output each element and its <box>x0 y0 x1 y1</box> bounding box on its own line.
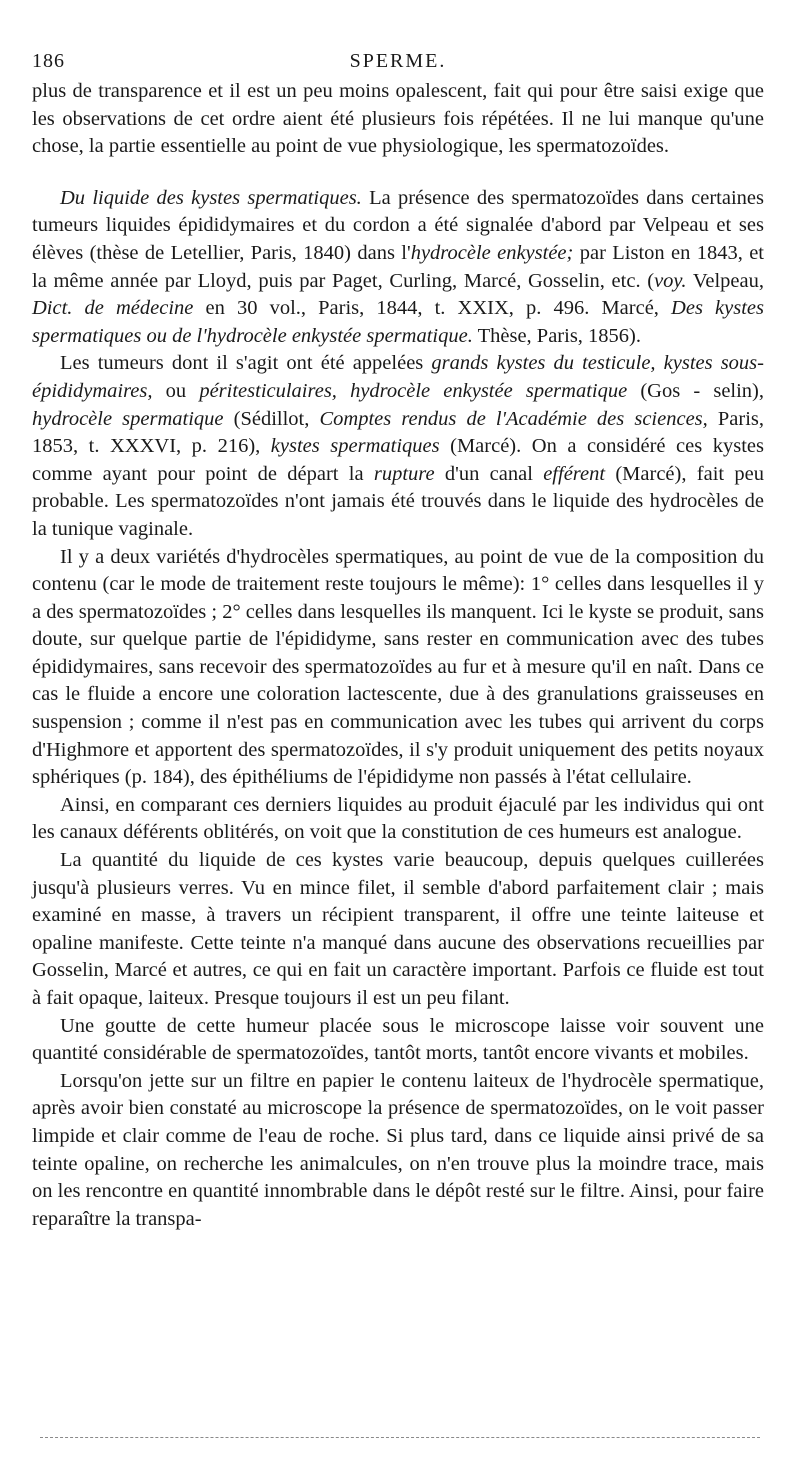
paragraph-7: Une goutte de cette humeur placée sous le microscope laisse voir souvent une quantité considérable de spermatozoïdes, tantôt morts, tantôt encore vivants et mobiles. <box>32 1014 764 1065</box>
paragraph-4: Il y a deux variétés d'hydrocèles spermatiques, au point de vue de la composition du contenu (car le mode de traitement reste toujours le même): 1° celles dans lesquelles il y a des spermatozoïdes ; 2° celles dans lesquelles ils manquent. Ici le kyste se produit, sans doute, sur quelque partie de l'épididyme, sans rester en communication avec des tubes épididymaires, sans recevoir des spermatozoïdes au fur et à mesure qu'il en naît. Dans ce cas le fluide a encore une coloration lactescente, due à des granulations graisseuses en suspension ; comme il n'est pas en communication avec les tubes qui arrivent du corps d'Highmore et apportent des spermatozoïdes, il s'y produit uniquement des petits noyaux sphériques (p. 184), des épithéliums de l'épididyme non passés à l'état cellulaire. <box>32 545 764 789</box>
paragraph-3: Les tumeurs dont il s'agit ont été appelées grands kystes du testicule, kystes sous-épididymaires, ou péritesticulaires, hydrocèle enkystée spermatique (Gos - selin), hydrocèle spermatique (Sédillot, Comptes rendus de l'Académie des sciences, Paris, 1853, t. XXXVI, p. 216), kystes spermatiques (Marcé). On a considéré ces kystes comme ayant pour point de départ la rupture d'un canal efférent (Marcé), fait peu probable. Les spermatozoïdes n'ont jamais été trouvés dans le liquide des hydrocèles de la tunique vaginale. <box>32 352 765 540</box>
running-title: SPERME. <box>349 50 447 72</box>
body-text <box>32 78 764 1233</box>
book-page <box>32 50 764 1233</box>
paragraph-5: Ainsi, en comparant ces derniers liquides au produit éjaculé par les individus qui ont les canaux déférents oblitérés, on voit que la constitution de ces humeurs est analogue. <box>32 793 764 844</box>
paragraph-2: Du liquide des kystes spermatiques. La présence des spermatozoïdes dans certaines tumeurs liquides épididymaires et du cordon a été signalée d'abord par Velpeau et ses élèves (thèse de Letellier, Paris, 1840) dans l'hydrocèle enkystée; par Liston en 1843, et la même année par Lloyd, puis par Paget, Curling, Marcé, Gosselin, etc. (voy. Velpeau, Dict. de médecine en 30 vol., Paris, 1844, t. XXIX, p. 496. Marcé, Des kystes spermatiques ou de l'hydrocèle enkystée spermatique. Thèse, Paris, 1856). <box>32 186 764 347</box>
page-number: 186 <box>32 50 65 72</box>
page-header <box>32 50 764 78</box>
paragraph-1: plus de transparence et il est un peu moins opalescent, fait qui pour être saisi exige que les observations de cet ordre aient été plusieurs fois répétées. Il ne lui manque qu'une chose, la partie essentielle au point de vue physiologique, les spermatozoïdes. <box>32 80 764 158</box>
paragraph-8: Lorsqu'on jette sur un filtre en papier le contenu laiteux de l'hydrocèle spermatique, après avoir bien constaté au microscope la présence de spermatozoïdes, on le voit passer limpide et clair comme de l'eau de roche. Si plus tard, dans ce liquide ainsi privé de sa teinte opaline, on recherche les animalcules, on n'en trouve plus la moindre trace, mais on les rencontre en quantité innombrable dans le dépôt resté sur le filtre. Ainsi, pour faire reparaître la transpa- <box>32 1069 764 1230</box>
paragraph-6: La quantité du liquide de ces kystes varie beaucoup, depuis quelques cuillerées jusqu'à plusieurs verres. Vu en mince filet, il semble d'abord parfaitement clair ; mais examiné en masse, à travers un récipient transparent, il offre une teinte laiteuse et opaline manifeste. Cette teinte n'a manqué dans aucune des observations recueillies par Gosselin, Marcé et autres, ce qui en fait un caractère important. Parfois ce fluide est tout à fait opaque, laiteux. Presque toujours il est un peu filant. <box>32 849 764 1009</box>
bottom-rule <box>40 1437 760 1438</box>
